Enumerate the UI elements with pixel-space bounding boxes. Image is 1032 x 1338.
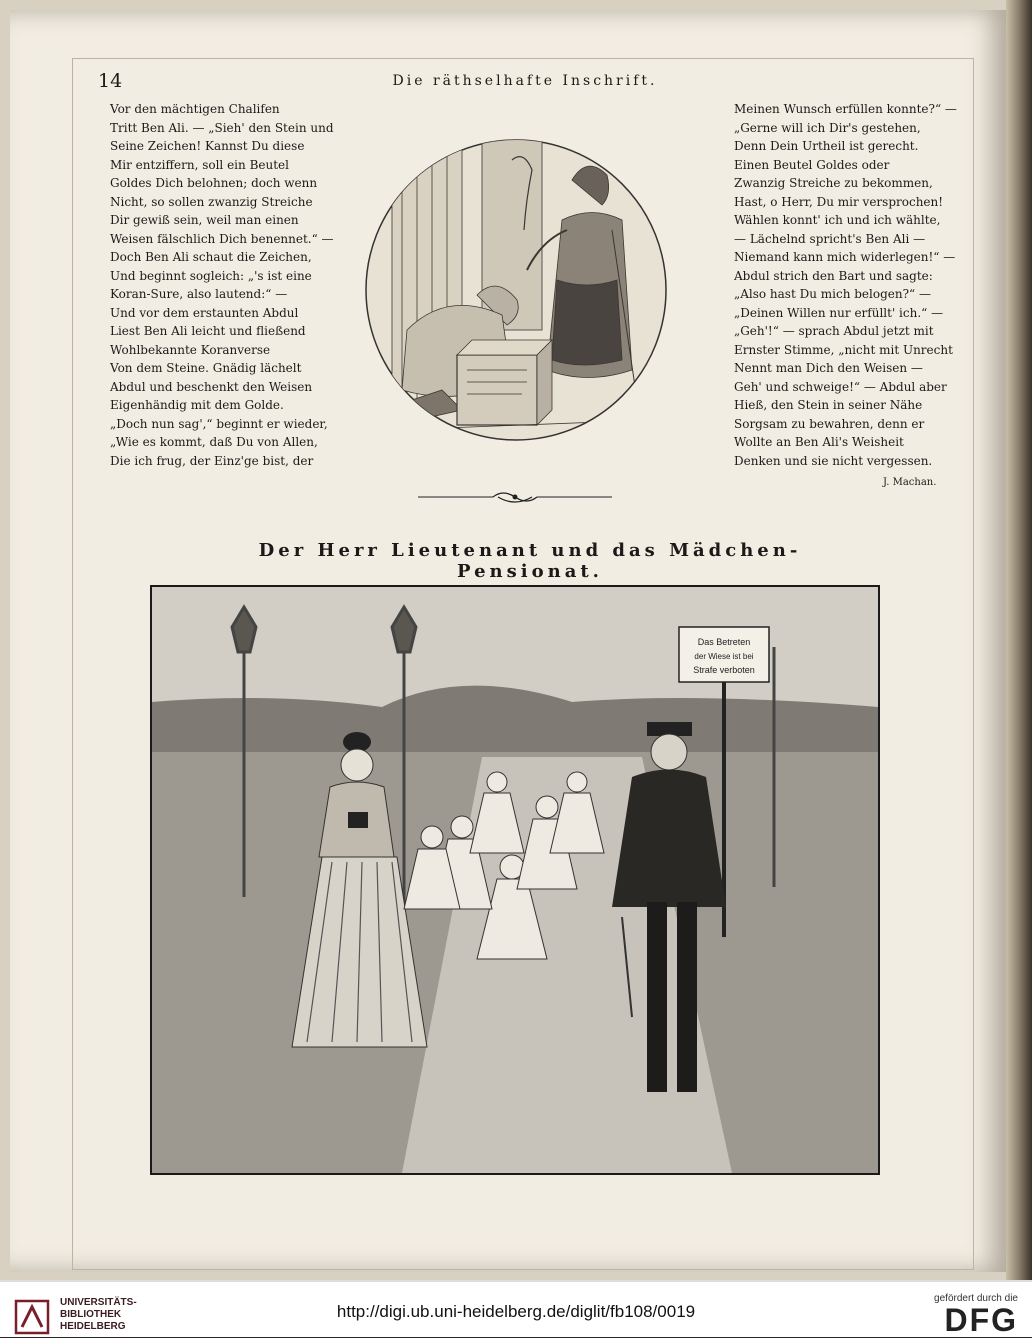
poem-line: Dir gewiß sein, weil man einen <box>110 213 299 227</box>
poem-author: J. Machan. <box>883 477 937 488</box>
institution-line: HEIDELBERG <box>60 1321 126 1332</box>
poem-line: Hieß, den Stein in seiner Nähe <box>734 398 923 412</box>
ornament-divider <box>418 487 612 507</box>
sage-and-caliph-vignette <box>352 100 680 470</box>
poem-line: Mir entziffern, soll ein Beutel <box>110 157 289 172</box>
poem-line: „Wie es kommt, daß Du von Allen, <box>110 435 318 449</box>
poem-line: Wollte an Ben Ali's Weisheit <box>734 435 904 449</box>
poem-line: — Lächelnd spricht's Ben Ali — <box>734 231 926 246</box>
book-spine <box>1006 0 1032 1280</box>
poem-line: Eigenhändig mit dem Golde. <box>110 398 284 412</box>
poem-line: „Deinen Willen nur erfüllt' ich.“ — <box>734 305 944 320</box>
poem-line: Koran-Sure, also lautend:“ — <box>110 287 288 301</box>
poem-line: Vor den mächtigen Chalifen <box>110 102 280 116</box>
poem-line: Nennt man Dich den Weisen — <box>734 361 923 375</box>
poem-line: Niemand kann mich widerlegen!“ — <box>734 250 956 264</box>
poem-line: Denken und sie nicht vergessen. <box>734 453 933 468</box>
institution-line: BIBLIOTHEK <box>60 1309 122 1320</box>
poem-line: Und beginnt sogleich: „'s ist eine <box>110 268 312 283</box>
poem-line: Seine Zeichen! Kannst Du diese <box>110 139 305 153</box>
poem-line: „Gerne will ich Dir's gestehen, <box>734 120 921 135</box>
sign-line-1: Das Betreten <box>697 637 751 647</box>
poem-line: Tritt Ben Ali. — „Sieh' den Stein und <box>110 120 334 135</box>
poem-line: Die ich frug, der Einz'ge bist, der <box>110 453 314 468</box>
lieutenant-boarding-school-illustration <box>150 585 880 1175</box>
running-title: Die räthselhafte Inschrift. <box>392 73 658 89</box>
poem-line: Zwanzig Streiche zu bekommen, <box>734 176 933 190</box>
poem-line: Goldes Dich belohnen; doch wenn <box>110 176 318 190</box>
poem-line: „Doch nun sag',“ beginnt er wieder, <box>110 416 328 431</box>
poem-line: Von dem Steine. Gnädig lächelt <box>110 361 302 375</box>
poem-line: Hast, o Herr, Du mir versprochen! <box>734 194 944 209</box>
poem-line: Liest Ben Ali leicht und fließend <box>110 324 306 338</box>
poem-line: Und vor dem erstaunten Abdul <box>110 305 299 320</box>
poem-line: Wohlbekannte Koranverse <box>110 342 271 357</box>
poem-left-column <box>110 100 334 470</box>
poem-line: Weisen fälschlich Dich benennet.“ — <box>110 231 334 246</box>
poem-line: Ernster Stimme, „nicht mit Unrecht <box>734 342 953 357</box>
footer-bar <box>0 1280 1032 1337</box>
poem-line: Meinen Wunsch erfüllen konnte?“ — <box>734 102 957 116</box>
sign-line-3: Strafe verboten <box>693 665 755 675</box>
funding-label: gefördert durch die <box>934 1293 1018 1304</box>
poem-line: Abdul und beschenkt den Weisen <box>110 379 313 394</box>
poem-line: Abdul strich den Bart und sagte: <box>734 268 933 283</box>
poem-line: Nicht, so sollen zwanzig Streiche <box>110 194 313 209</box>
poem-line: Doch Ben Ali schaut die Zeichen, <box>110 250 312 264</box>
institution-line: UNIVERSITÄTS- <box>60 1297 137 1308</box>
poem-line: Sorgsam zu bewahren, denn er <box>734 416 925 431</box>
section-title: Der Herr Lieutenant und das Mädchen-Pensionat. <box>258 540 802 582</box>
poem-line: „Also hast Du mich belogen?“ — <box>734 287 931 301</box>
poem-line: Wählen konnt' ich und ich wählte, <box>734 213 941 227</box>
poem-right-column <box>734 100 957 470</box>
dfg-logo[interactable]: DFG <box>944 1302 1018 1338</box>
poem-line: Einen Beutel Goldes oder <box>734 157 890 172</box>
sign-line-2: der Wiese ist bei <box>694 652 754 661</box>
poem-line: Denn Dein Urtheil ist gerecht. <box>734 139 919 153</box>
permalink[interactable]: http://digi.ub.uni-heidelberg.de/diglit/fb108/0019 <box>336 1302 696 1321</box>
page-number: 14 <box>98 70 123 92</box>
poem-line: „Geh'!“ — sprach Abdul jetzt mit <box>734 324 934 338</box>
poem-line: Geh' und schweige!“ — Abdul aber <box>734 379 947 394</box>
